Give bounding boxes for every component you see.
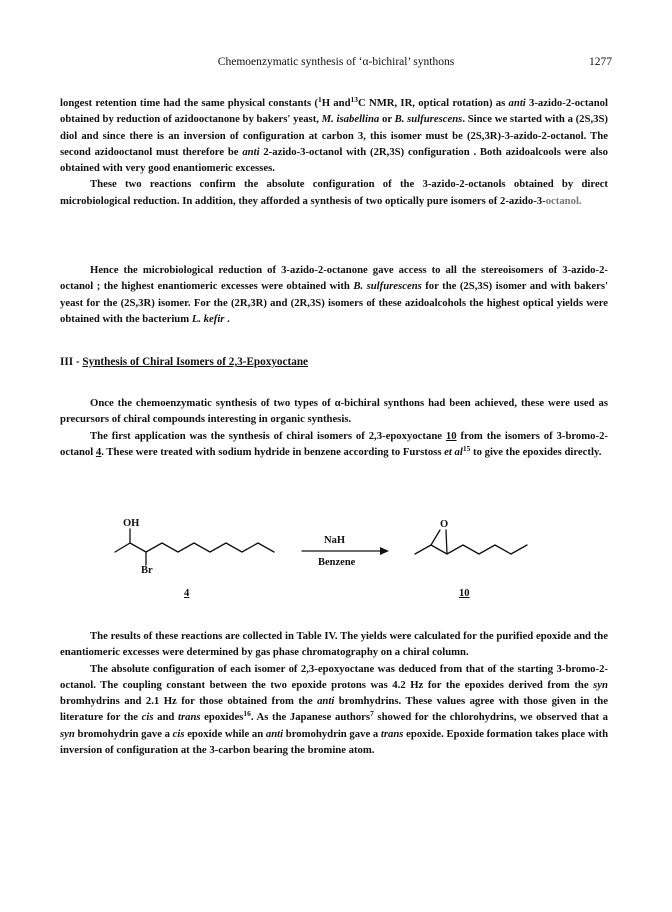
- compound-label-left: 4: [184, 588, 190, 599]
- paragraph-4-5: [60, 395, 608, 460]
- epoxide-ring-bond: [431, 530, 440, 545]
- solvent-label: Benzene: [318, 557, 356, 568]
- compound-ref: 4: [95, 445, 102, 458]
- text: These two reactions confirm the absolute configuration of the 3-azido-2-octanols obtained by direct microbiological reduction. In addition, they afforded a synthesis of two optically pure isomers of 2-azido-3-: [60, 178, 608, 207]
- text: . These were treated with sodium hydride in benzene according to Furstoss: [101, 445, 445, 458]
- text-faded: octanol.: [545, 194, 582, 207]
- text: longest retention time had the same physical constants (: [60, 97, 318, 109]
- superscript: 13: [350, 95, 359, 104]
- section-heading: [60, 356, 308, 368]
- italic-term: syn: [60, 727, 75, 740]
- italic-term: M. isabellina: [321, 113, 380, 126]
- text: bromohydrin gave a: [283, 727, 381, 740]
- section-number: III -: [60, 356, 83, 368]
- paragraph-1: [60, 95, 608, 209]
- italic-term: anti: [508, 97, 526, 109]
- text: bromhydrins and 2.1 Hz for those obtained from the: [60, 695, 318, 708]
- italic-term: anti: [242, 145, 260, 158]
- compound-label-right: 10: [459, 588, 470, 599]
- text: for the (2S,3S) isomer and with bakers' yeast for the (2S,3R) isomer. For the (2R,3R) and (2R,3S) isomers of these azidoalcohols the highest optical yields were obtained with the bacterium: [60, 280, 608, 325]
- italic-term: trans: [177, 711, 201, 724]
- epoxide-ring-bond: [446, 530, 447, 554]
- paragraph-2: [60, 176, 608, 209]
- text: Hence the microbiological reduction of 3-azido-2-octanone gave access to all the stereoisomers of 3-azido-2-octanol ; the highest enantiomeric excesses were obtained with: [60, 264, 608, 293]
- text: to give the epoxides directly.: [470, 445, 602, 458]
- text: The results of these reactions are collected in Table IV. The yields were calculated for the purified epoxide and the enantiomeric excesses were determined by gas phase chromatography on a chiral column.: [60, 630, 608, 659]
- paragraph-3: [60, 262, 608, 327]
- text: 3-azido-2-octanol obtained by reduction of azidooctanone by bakers' yeast,: [60, 97, 608, 126]
- text: . As the Japanese authors: [250, 711, 371, 724]
- bromohydrin-chain: [115, 543, 274, 552]
- italic-term: B. sulfurescens: [394, 113, 463, 126]
- epoxide-chain: [415, 545, 527, 554]
- italic-term: cis: [172, 727, 185, 740]
- italic-term: cis: [141, 711, 154, 724]
- reaction-scheme: [0, 505, 672, 615]
- text: 2-azido-3-octanol with (2R,3S) configuration . Both azidoalcools were also obtained with very good enantiomeric excesses.: [60, 145, 608, 175]
- reaction-arrowhead: [380, 547, 389, 555]
- text: The first application was the synthesis of chiral isomers of 2,3-epoxyoctane: [90, 429, 446, 442]
- text: showed for the chlorohydrins, we observed that a: [373, 711, 609, 724]
- text: bromhydrins. These values agree with those given in the literature for the: [60, 695, 608, 724]
- epoxide-oxygen-label: O: [440, 519, 449, 530]
- italic-term: et al: [444, 445, 463, 458]
- superscript: 16: [243, 709, 251, 719]
- superscript: 7: [370, 709, 374, 719]
- italic-term: L. kefir: [191, 312, 225, 325]
- paragraph-4: [60, 395, 608, 428]
- italic-term: trans: [380, 727, 404, 740]
- italic-term: B. sulfurescens: [353, 280, 422, 293]
- page-number: 1277: [589, 56, 612, 68]
- italic-term: anti: [265, 727, 284, 740]
- paragraph-5: [60, 428, 608, 461]
- section-title: Synthesis of Chiral Isomers of 2,3-Epoxyoctane: [82, 356, 309, 368]
- paragraph-7: [60, 661, 608, 759]
- text: The absolute configuration of each isomer of 2,3-epoxyoctane was deduced from that of the starting 3-bromo-2-octanol. The coupling constant between the two epoxide protons was 4.2 Hz for the epoxides derived from the: [60, 662, 608, 691]
- italic-term: anti: [317, 695, 335, 708]
- text: epoxide. Epoxide formation takes place with inversion of configuration at the 3-carbon bearing the bromine atom.: [60, 727, 609, 757]
- paragraph-6: [60, 628, 608, 661]
- running-title: Chemoenzymatic synthesis of ‘α-bichiral’ synthons: [217, 56, 455, 68]
- superscript: 1: [317, 95, 322, 104]
- text: H and: [321, 97, 351, 109]
- paragraph-6-7: [60, 628, 608, 758]
- text: C NMR, IR, optical rotation) as: [358, 97, 509, 109]
- text: bromohydrin gave a: [74, 727, 173, 740]
- compound-ref: 10: [445, 429, 457, 442]
- italic-term: syn: [593, 678, 608, 691]
- text: or: [379, 113, 395, 126]
- br-label: Br: [141, 565, 153, 576]
- text: epoxide while an: [184, 727, 266, 740]
- oh-label: OH: [123, 518, 140, 529]
- text: epoxides: [200, 711, 244, 724]
- text: from the isomers of 3-bromo-2-octanol: [60, 429, 608, 458]
- text: . Since we started with a (2S,3S) diol and since there is an inversion of configuration at carbon 3, this isomer must be (2S,3R)-3-azido-2-octanol. The second azidooctanol must therefore be: [60, 113, 608, 158]
- superscript: 15: [462, 443, 471, 453]
- reagent-label: NaH: [324, 535, 345, 546]
- text: .: [224, 312, 230, 325]
- text: and: [153, 711, 178, 724]
- text: Once the chemoenzymatic synthesis of two types of α-bichiral synthons had been achieved, these were used as precursors of chiral compounds interesting in organic synthesis.: [60, 397, 608, 426]
